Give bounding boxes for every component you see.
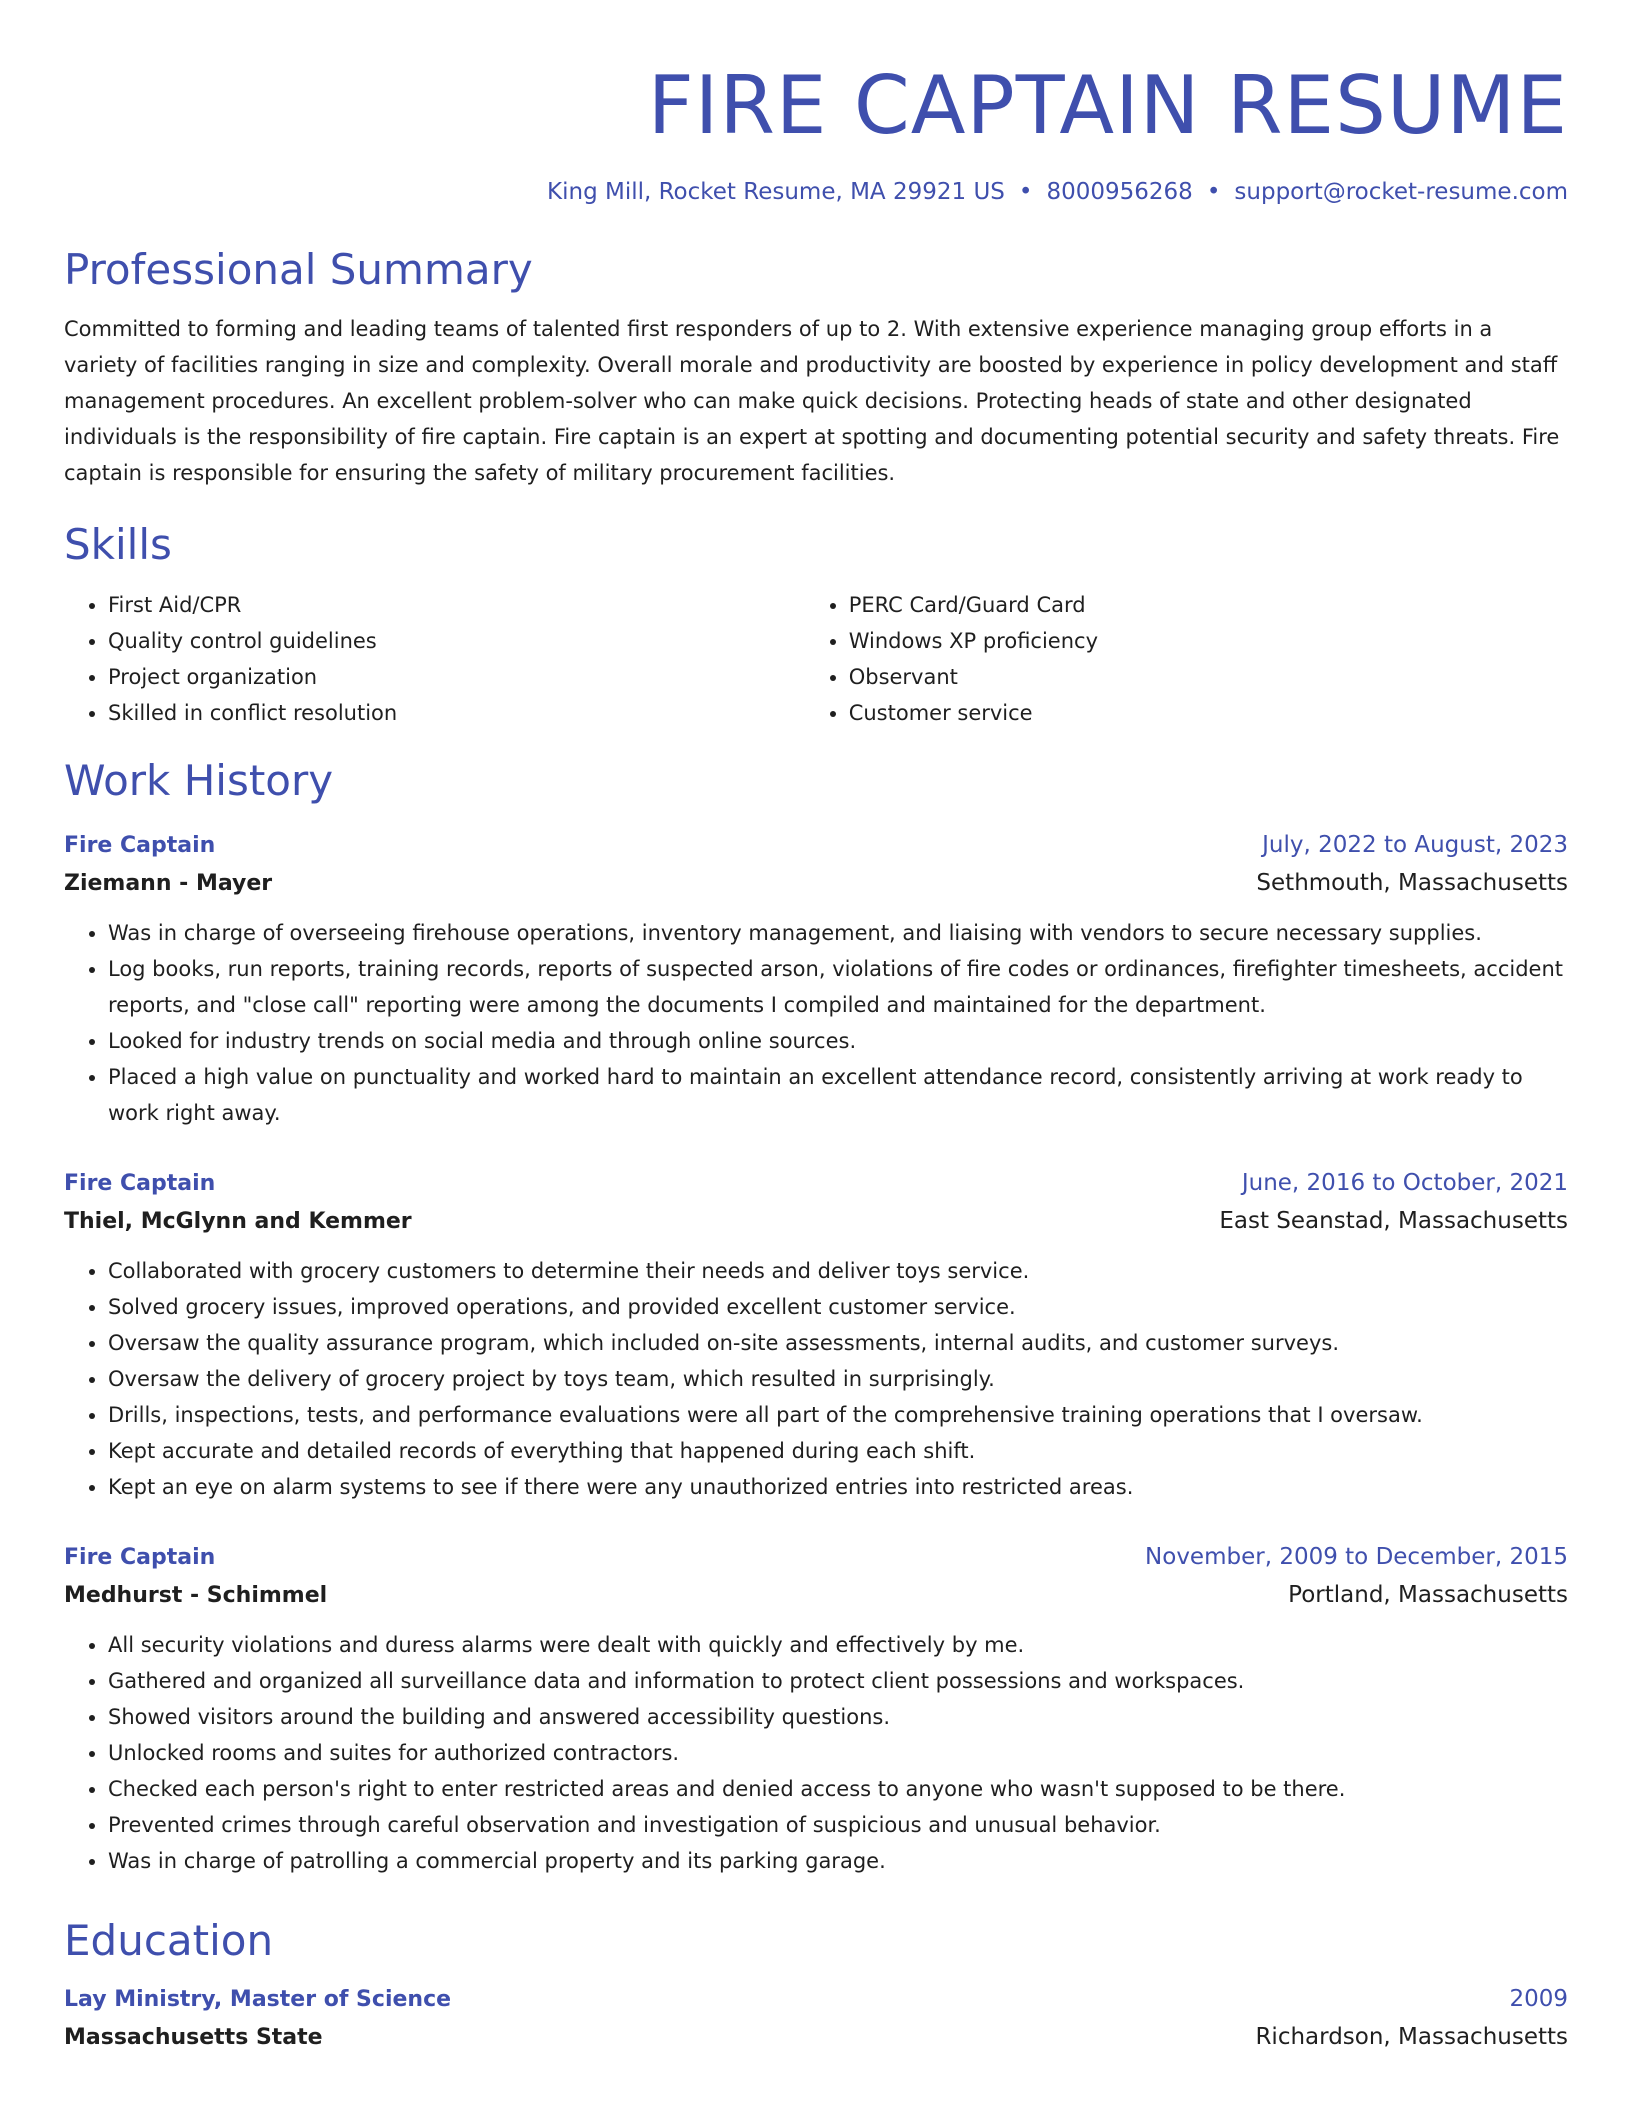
job-entry <box>64 827 1568 1131</box>
resume-page <box>64 0 1568 2057</box>
skill-item: • Windows XP proficiency <box>849 623 1568 659</box>
job-entry <box>64 1539 1568 1879</box>
job-title: Fire Captain <box>64 1171 216 1196</box>
job-bullet: • Gathered and organized all surveillance data and information to protect client possessions and workspaces. <box>108 1663 1568 1699</box>
job-bullet: • Unlocked rooms and suites for authorized contractors. <box>108 1735 1568 1771</box>
contact-separator: • <box>1018 179 1033 205</box>
summary-heading: Professional Summary <box>64 245 533 294</box>
job-bullet: • Was in charge of patrolling a commercial property and its parking garage. <box>108 1843 1568 1879</box>
skill-item: • Observant <box>849 659 1568 695</box>
contact-line <box>64 176 1568 208</box>
job-dates: June, 2016 to October, 2021 <box>1241 1170 1568 1196</box>
job-bullet: • Oversaw the quality assurance program, which included on-site assessments, internal audits, and customer surveys. <box>108 1325 1568 1361</box>
job-bullet: • Collaborated with grocery customers to determine their needs and deliver toys service. <box>108 1253 1568 1289</box>
job-bullets <box>64 1253 1568 1505</box>
job-bullet: • Looked for industry trends on social media and through online sources. <box>108 1023 1568 1059</box>
job-bullet: • Was in charge of overseeing firehouse operations, inventory management, and liaising with vendors to secure necessary supplies. <box>108 915 1568 951</box>
job-title: Fire Captain <box>64 833 216 858</box>
job-bullet: • Checked each person's right to enter restricted areas and denied access to anyone who wasn't supposed to be there. <box>108 1771 1568 1807</box>
job-location: East Seanstad, Massachusetts <box>1219 1208 1568 1234</box>
skill-item: • First Aid/CPR <box>108 587 805 623</box>
job-bullet: • Drills, inspections, tests, and performance evaluations were all part of the comprehensive training operations that I oversaw. <box>108 1397 1568 1433</box>
skill-item: • Quality control guidelines <box>108 623 805 659</box>
job-bullet: • Placed a high value on punctuality and worked hard to maintain an excellent attendance record, consistently arriving at work ready to work right away. <box>108 1059 1568 1131</box>
job-bullet: • All security violations and duress alarms were dealt with quickly and effectively by me. <box>108 1627 1568 1663</box>
job-dates: November, 2009 to December, 2015 <box>1145 1544 1568 1570</box>
resume-title: FIRE CAPTAIN RESUME <box>647 59 1568 152</box>
job-bullet: • Oversaw the delivery of grocery project by toys team, which resulted in surprisingly. <box>108 1361 1568 1397</box>
job-bullet: • Showed visitors around the building and answered accessibility questions. <box>108 1699 1568 1735</box>
job-bullets <box>64 1627 1568 1879</box>
skill-item: • Skilled in conflict resolution <box>108 695 805 731</box>
skills-list <box>64 587 1568 731</box>
work-history-heading: Work History <box>64 756 334 805</box>
skill-item: • PERC Card/Guard Card <box>849 587 1568 623</box>
skills-column-right <box>805 587 1568 731</box>
job-bullet: • Kept accurate and detailed records of everything that happened during each shift. <box>108 1433 1568 1469</box>
summary-text: Committed to forming and leading teams of talented first responders of up to 2. With extensive experience managing group efforts in a variety of facilities ranging in size and complexity. Overall morale and productivity are boosted by experience in policy development and staff management procedures. An excellent problem-solver who can make quick decisions. Protecting heads of state and other designated individuals is the responsibility of fire captain. Fire captain is an expert at spotting and documenting potential security and safety threats. Fire captain is responsible for ensuring the safety of military procurement facilities. <box>64 317 1560 485</box>
contact-address: King Mill, Rocket Resume, MA 29921 US <box>547 179 1005 205</box>
contact-email[interactable]: support@rocket-resume.com <box>1234 179 1568 205</box>
company-name: Medhurst - Schimmel <box>64 1583 328 1608</box>
degree: Lay Ministry, Master of Science <box>64 1987 452 2012</box>
job-bullets <box>64 915 1568 1131</box>
company-name: Thiel, McGlynn and Kemmer <box>64 1209 412 1234</box>
school-location: Richardson, Massachusetts <box>1255 2024 1568 2050</box>
job-location: Portland, Massachusetts <box>1288 1582 1568 1608</box>
skill-item: • Project organization <box>108 659 805 695</box>
contact-phone: 8000956268 <box>1046 179 1193 205</box>
job-bullet: • Solved grocery issues, improved operations, and provided excellent customer service. <box>108 1289 1568 1325</box>
school-name: Massachusetts State <box>64 2025 323 2050</box>
education-heading: Education <box>64 1916 274 1965</box>
skills-heading: Skills <box>64 520 172 569</box>
company-name: Ziemann - Mayer <box>64 871 273 896</box>
skills-column-left <box>64 587 805 731</box>
job-bullet: • Log books, run reports, training records, reports of suspected arson, violations of fire codes or ordinances, firefighter timesheets, accident reports, and "close call" reporting were among the documents I compiled and maintained for the department. <box>108 951 1568 1023</box>
contact-separator: • <box>1206 179 1221 205</box>
job-entry <box>64 1165 1568 1505</box>
skill-item: • Customer service <box>849 695 1568 731</box>
job-bullet: • Prevented crimes through careful observation and investigation of suspicious and unusual behavior. <box>108 1807 1568 1843</box>
job-title: Fire Captain <box>64 1545 216 1570</box>
job-bullet: • Kept an eye on alarm systems to see if there were any unauthorized entries into restricted areas. <box>108 1469 1568 1505</box>
job-dates: July, 2022 to August, 2023 <box>1262 832 1568 858</box>
education-entry <box>64 1981 1568 2057</box>
job-location: Sethmouth, Massachusetts <box>1256 870 1568 896</box>
graduation-year: 2009 <box>1509 1986 1568 2012</box>
